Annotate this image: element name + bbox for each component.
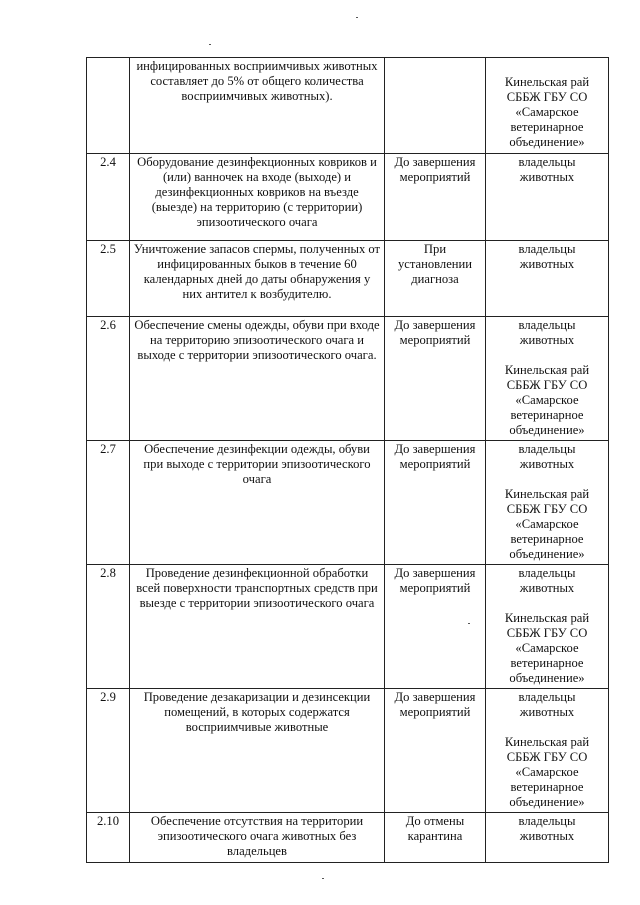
measure-deadline: До завершения мероприятий xyxy=(385,317,486,441)
responsible-gap xyxy=(489,596,605,611)
table-row xyxy=(87,813,609,863)
responsible-parties xyxy=(486,565,609,689)
row-number: 2.7 xyxy=(87,441,130,565)
scan-speck xyxy=(468,623,470,624)
responsible-parties xyxy=(486,241,609,317)
responsible-line: животных xyxy=(519,705,575,719)
measures-table-body xyxy=(87,58,609,863)
responsible-parties xyxy=(486,689,609,813)
responsible-line: СББЖ ГБУ СО xyxy=(506,750,588,764)
table-row xyxy=(87,58,609,154)
scan-speck xyxy=(356,17,358,18)
responsible-line: ветеринарное xyxy=(510,408,584,422)
responsible-gap xyxy=(489,348,605,363)
table-row xyxy=(87,317,609,441)
responsible-line: животных xyxy=(519,457,575,471)
row-number: 2.5 xyxy=(87,241,130,317)
responsible-parties xyxy=(486,813,609,863)
responsible-parties xyxy=(486,58,609,154)
responsible-parties xyxy=(486,154,609,241)
responsible-line: объединение» xyxy=(509,547,585,561)
measure-deadline xyxy=(385,58,486,154)
responsible-line: Кинельская рай xyxy=(504,363,590,377)
row-number: 2.4 xyxy=(87,154,130,241)
responsible-line: животных xyxy=(519,333,575,347)
responsible-line: ветеринарное xyxy=(510,656,584,670)
responsible-line: «Самарское xyxy=(515,641,579,655)
measure-description: Уничтожение запасов спермы, полученных от инфицированных быков в течение 60 календарных дней до даты обнаружения у них антител к возбудителю. xyxy=(130,241,385,317)
measure-description: Проведение дезакаризации и дезинсекции помещений, в которых содержатся восприимчивые животные xyxy=(130,689,385,813)
scan-speck xyxy=(209,44,211,45)
responsible-line: владельцы xyxy=(518,566,576,580)
responsible-line: «Самарское xyxy=(515,393,579,407)
responsible-gap xyxy=(489,720,605,735)
measure-description: инфицированных восприимчивых животных составляет до 5% от общего количества восприимчивых животных). xyxy=(130,58,385,154)
responsible-line: СББЖ ГБУ СО xyxy=(506,626,588,640)
responsible-parties xyxy=(486,441,609,565)
responsible-line: животных xyxy=(519,170,575,184)
measure-description: Обеспечение дезинфекции одежды, обуви при выходе с территории эпизоотического очага xyxy=(130,441,385,565)
responsible-line: СББЖ ГБУ СО xyxy=(506,502,588,516)
responsible-line: животных xyxy=(519,829,575,843)
responsible-line: владельцы xyxy=(518,442,576,456)
responsible-line: Кинельская рай xyxy=(504,735,590,749)
measure-description: Обеспечение отсутствия на территории эпизоотического очага животных без владельцев xyxy=(130,813,385,863)
responsible-line: «Самарское xyxy=(515,765,579,779)
measure-deadline: При установлении диагноза xyxy=(385,241,486,317)
table-row xyxy=(87,689,609,813)
responsible-line: владельцы xyxy=(518,242,576,256)
responsible-line: животных xyxy=(519,581,575,595)
row-number xyxy=(87,58,130,154)
responsible-line: владельцы xyxy=(518,155,576,169)
table-row xyxy=(87,565,609,689)
scan-speck xyxy=(322,878,324,879)
responsible-line: владельцы xyxy=(518,318,576,332)
measure-deadline: До завершения мероприятий xyxy=(385,565,486,689)
measures-table xyxy=(86,57,609,863)
responsible-line: владельцы xyxy=(518,814,576,828)
responsible-line: Кинельская рай xyxy=(504,611,590,625)
responsible-gap xyxy=(489,472,605,487)
table-row xyxy=(87,441,609,565)
responsible-line: Кинельская рай xyxy=(504,75,590,89)
row-number: 2.6 xyxy=(87,317,130,441)
responsible-line: Кинельская рай xyxy=(504,487,590,501)
measure-deadline: До завершения мероприятий xyxy=(385,689,486,813)
responsible-line: владельцы xyxy=(518,690,576,704)
responsible-line: животных xyxy=(519,257,575,271)
responsible-line: объединение» xyxy=(509,423,585,437)
responsible-line: СББЖ ГБУ СО xyxy=(506,378,588,392)
measure-description: Оборудование дезинфекционных ковриков и (или) ванночек на входе (выходе) и дезинфекционных ковриков на въезде (выезде) на территорию (с территории) эпизоотического очага xyxy=(130,154,385,241)
measure-description: Проведение дезинфекционной обработки всей поверхности транспортных средств при выезде с территории эпизоотического очага xyxy=(130,565,385,689)
measure-deadline: До завершения мероприятий xyxy=(385,441,486,565)
responsible-line: ветеринарное xyxy=(510,780,584,794)
measure-description: Обеспечение смены одежды, обуви при входе на территорию эпизоотического очага и выходе с территории эпизоотического очага. xyxy=(130,317,385,441)
row-number: 2.10 xyxy=(87,813,130,863)
responsible-line: «Самарское xyxy=(515,517,579,531)
responsible-line: объединение» xyxy=(509,135,585,149)
responsible-line: ветеринарное xyxy=(510,120,584,134)
row-number: 2.9 xyxy=(87,689,130,813)
table-row xyxy=(87,154,609,241)
responsible-line: СББЖ ГБУ СО xyxy=(506,90,588,104)
measure-deadline: До завершения мероприятий xyxy=(385,154,486,241)
responsible-line: объединение» xyxy=(509,795,585,809)
measure-deadline: До отмены карантина xyxy=(385,813,486,863)
row-number: 2.8 xyxy=(87,565,130,689)
responsible-line: «Самарское xyxy=(515,105,579,119)
responsible-line: объединение» xyxy=(509,671,585,685)
table-row xyxy=(87,241,609,317)
responsible-parties xyxy=(486,317,609,441)
responsible-line: ветеринарное xyxy=(510,532,584,546)
